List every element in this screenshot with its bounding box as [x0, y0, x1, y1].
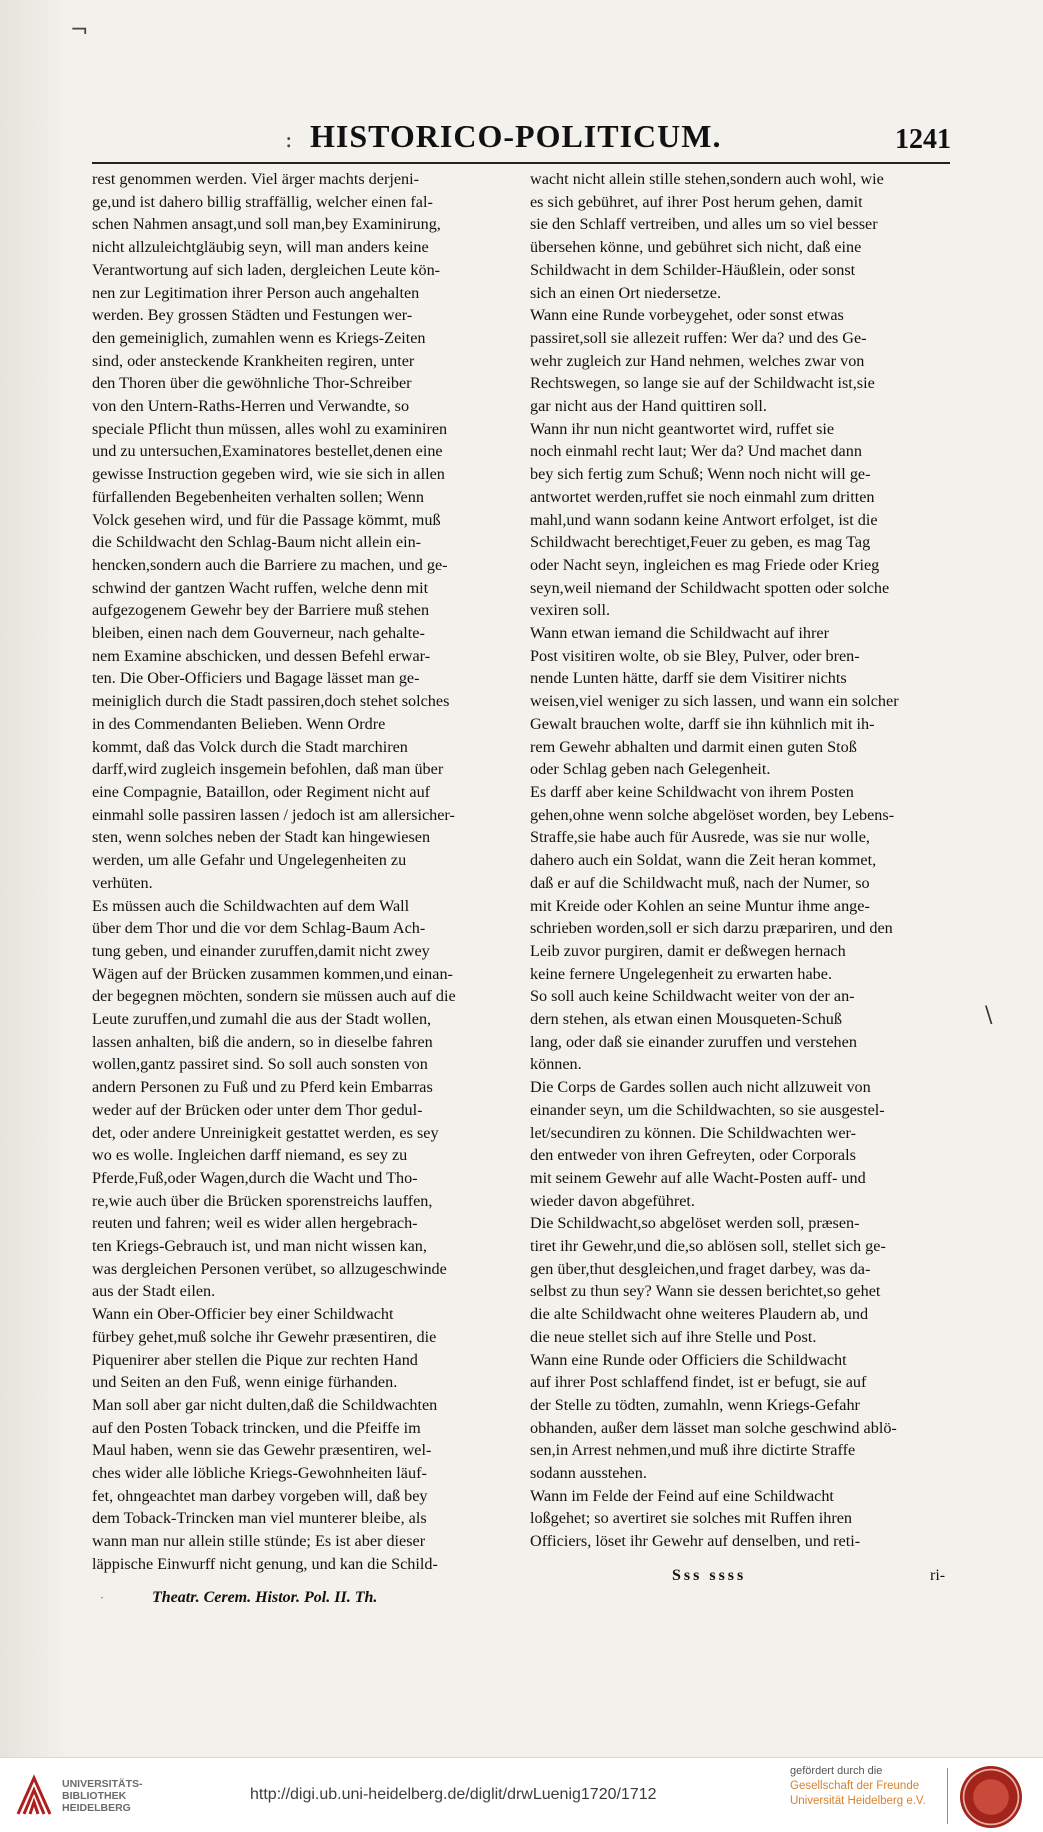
- text-line: einmahl solle passiren lassen / jedoch ist am allersicher-: [92, 805, 455, 824]
- text-line: rem Gewehr abhalten und darmit einen guten Stoß: [530, 737, 857, 756]
- text-line: weder auf der Brücken oder unter dem Thor gedul-: [92, 1100, 423, 1119]
- text-line: sind, oder ansteckende Krankheiten regiren, unter: [92, 351, 415, 370]
- text-line: Straffe,sie habe auch für Ausrede, was sie nur wolle,: [530, 828, 870, 847]
- text-line: Maul haben, wenn sie das Gewehr præsentiren, wel-: [92, 1441, 432, 1460]
- text-line: ge,und ist dahero billig straffällig, welcher einen fal-: [92, 192, 433, 211]
- text-line: lassen anhalten, biß die andern, so in dieselbe fahren: [92, 1032, 433, 1051]
- footer-left-mark: ·: [100, 1591, 104, 1605]
- text-line: sodann ausstehen.: [530, 1464, 647, 1483]
- text-line: nicht allzuleichtgläubig seyn, will man anders keine: [92, 238, 429, 257]
- text-line: wollen,gantz passiret sind. So soll auch sonsten von: [92, 1055, 428, 1074]
- text-line: dern stehen, als etwan einen Mousqueten-Schuß: [530, 1010, 842, 1029]
- sponsor-caption: gefördert durch die: [790, 1765, 883, 1777]
- library-name: [62, 1778, 143, 1814]
- text-line: schwind der gantzen Wacht ruffen, welche denn mit: [92, 578, 429, 597]
- text-line: Man soll aber gar nicht dulten,daß die Schildwachten: [92, 1395, 438, 1414]
- text-line: der Stelle zu tödten, zumahln, wenn Kriegs-Gefahr: [530, 1395, 860, 1414]
- text-line: sen,in Arrest nehmen,und muß ihre dictirte Straffe: [530, 1441, 856, 1460]
- text-line: hencken,sondern auch die Barriere zu machen, und ge-: [92, 555, 448, 574]
- text-line: selbst zu thun sey? Wann sie dessen berichtet,so gehet: [530, 1282, 881, 1301]
- text-line: sten, wenn solches neben der Stadt kan hingewiesen: [92, 828, 431, 847]
- text-line: aufgezogenem Gewehr bey der Barriere muß stehen: [92, 601, 430, 620]
- text-line: noch einmahl recht laut; Wer da? Und machet dann: [530, 442, 862, 461]
- text-line: Schildwacht in dem Schilder-Häußlein, oder sonst: [530, 260, 856, 279]
- text-line: tung geben, und einander zuruffen,damit nicht zwey: [92, 941, 430, 960]
- text-line: darff,wird zugleich insgemein befohlen, daß man über: [92, 760, 444, 779]
- text-line: dem Toback-Trincken man viel munterer bleibe, als: [92, 1509, 427, 1528]
- text-line: weisen,viel weniger zu sich lassen, und wann ein solcher: [530, 692, 899, 711]
- text-line: Gewalt brauchen wolte, darff sie ihn kühnlich mit ih-: [530, 714, 875, 733]
- text-line: passiret,soll sie allezeit ruffen: Wer da? und des Ge-: [530, 328, 867, 347]
- text-line: auf den Posten Toback trincken, und die Pfeiffe im: [92, 1418, 421, 1437]
- text-line: fet, ohngeachtet man darbey vorgeben will, daß bey: [92, 1486, 428, 1505]
- library-name-line: HEIDELBERG: [62, 1802, 131, 1814]
- library-name-line: BIBLIOTHEK: [62, 1790, 127, 1802]
- text-line: Die Schildwacht,so abgelöset werden soll, præsen-: [530, 1214, 860, 1233]
- text-line: rest genommen werden. Viel ärger machts derjeni-: [92, 170, 420, 188]
- text-line: kommt, daß das Volck durch die Stadt marchiren: [92, 737, 408, 756]
- text-line: gehen,ohne wenn solche abgelöset worden, bey Lebens-: [530, 805, 895, 824]
- text-line: die alte Schildwacht ohne weiteres Plaudern ab, und: [530, 1305, 869, 1324]
- text-line: auf ihrer Post schlaffend findet, ist er befugt, sie auf: [530, 1373, 867, 1392]
- text-line: mit seinem Gewehr auf alle Wacht-Posten auff- und: [530, 1168, 866, 1187]
- page-header: [0, 118, 1043, 160]
- text-line: lang, oder daß sie einander zuruffen und verstehen: [530, 1032, 857, 1051]
- signature-mark: Sss ssss: [672, 1567, 747, 1584]
- text-line: bleiben, einen nach dem Gouverneur, nach gehalte-: [92, 624, 425, 643]
- text-line: oder Nacht seyn, ingleichen es mag Friede oder Krieg: [530, 555, 880, 574]
- text-line: der begegnen möchten, sondern sie müssen auch auf die: [92, 987, 456, 1006]
- text-line: let/secundiren zu können. Die Schildwachten wer-: [530, 1123, 857, 1142]
- text-line: det, oder andere Unreinigkeit gestattet werden, es sey: [92, 1123, 439, 1142]
- text-line: werden, um alle Gefahr und Ungelegenheiten zu: [92, 851, 407, 870]
- sponsor-org-line[interactable]: Gesellschaft der Freunde: [790, 1780, 920, 1792]
- text-line: Rechtswegen, so lange sie auf der Schildwacht ist,sie: [530, 374, 875, 393]
- text-line: fürfallenden Begebenheiten verhalten sollen; Wenn: [92, 487, 424, 506]
- sponsor-block: [790, 1764, 926, 1809]
- text-line: dahero auch ein Soldat, wann die Zeit heran kommet,: [530, 851, 877, 870]
- library-name-line: UNIVERSITÄTS-: [62, 1778, 143, 1790]
- text-line: ten. Die Ober-Officiers und Bagage lässet man ge-: [92, 669, 420, 688]
- text-line: bey sich fertig zum Schuß; Wenn noch nicht will ge-: [530, 465, 871, 484]
- sponsor-org-line[interactable]: Universität Heidelberg e.V.: [790, 1795, 926, 1807]
- page-number: 1241: [895, 124, 951, 155]
- text-line: Verantwortung auf sich laden, dergleichen Leute kön-: [92, 260, 441, 279]
- signature-line: Theatr. Cerem. Histor. Pol. II. Th.: [152, 1589, 378, 1606]
- text-line: Piquenirer aber stellen die Pique zur rechten Hand: [92, 1350, 418, 1369]
- text-line: tiret ihr Gewehr,und die,so ablösen soll, stellet sich ge-: [530, 1237, 886, 1256]
- text-line: vexiren soll.: [530, 601, 611, 620]
- text-line: Wann ein Ober-Officier bey einer Schildwacht: [92, 1305, 394, 1324]
- text-line: Die Corps de Gardes sollen auch nicht allzuweit von: [530, 1078, 871, 1097]
- text-line: Leute zuruffen,und zumahl die aus der Stadt wollen,: [92, 1010, 432, 1029]
- text-line: gar nicht aus der Hand quittiren soll.: [530, 397, 767, 416]
- text-line: Volck gesehen wird, und für die Passage kömmt, muß: [92, 510, 441, 529]
- text-line: ten Kriegs-Gebrauch ist, und man nicht wissen kan,: [92, 1237, 427, 1256]
- text-line: mahl,und wann sodann keine Antwort erfolget, ist die: [530, 510, 878, 529]
- text-line: Es müssen auch die Schildwachten auf dem Wall: [92, 896, 410, 915]
- running-title: HISTORICO-POLITICUM.: [310, 118, 722, 154]
- text-line: andern Personen zu Fuß und zu Pferd kein Embarras: [92, 1078, 433, 1097]
- text-line: Schildwacht berechtiget,Feuer zu geben, es mag Tag: [530, 533, 871, 552]
- text-line: Wann im Felde der Feind auf eine Schildwacht: [530, 1486, 834, 1505]
- text-line: über dem Thor und die vor dem Schlag-Baum Ach-: [92, 919, 426, 938]
- text-line: gewisse Instruction gegeben wird, wie sie sich in allen: [92, 465, 445, 484]
- text-line: nen zur Legitimation ihrer Person auch angehalten: [92, 283, 420, 302]
- text-line: meiniglich durch die Stadt passiren,doch stehet solches: [92, 692, 450, 711]
- text-line: werden. Bey grossen Städten und Festungen wer-: [92, 306, 413, 325]
- university-library-logo-icon: [14, 1774, 54, 1818]
- text-line: Leib zuvor purgiren, damit er deßwegen hernach: [530, 941, 846, 960]
- text-line: wann man nur allein stille stünde; Es ist aber dieser: [92, 1532, 426, 1551]
- text-line: obhanden, außer dem lässet man solche geschwind ablö-: [530, 1418, 897, 1437]
- left-column: [92, 168, 514, 1576]
- text-line: nende Lunten hätte, darff sie dem Visitirer nichts: [530, 669, 847, 688]
- text-line: läppische Einwurff nicht genung, und kan die Schild-: [92, 1554, 438, 1573]
- text-line: die Schildwacht den Schlag-Baum nicht allein ein-: [92, 533, 422, 552]
- university-seal-icon: [960, 1766, 1022, 1828]
- text-line: übersehen könne, und gebühret sich nicht, daß eine: [530, 238, 862, 257]
- banner-divider: [947, 1768, 948, 1824]
- right-column: [530, 168, 952, 1553]
- text-line: gen über,thut desgleichen,und fraget darbey, was da-: [530, 1259, 871, 1278]
- margin-mark: \: [985, 1003, 993, 1028]
- text-line: wehr zugleich zur Hand nehmen, welches zwar von: [530, 351, 865, 370]
- text-line: eine Compagnie, Bataillon, oder Regiment nicht auf: [92, 782, 431, 801]
- text-line: von den Untern-Raths-Herren und Verwandte, so: [92, 397, 410, 416]
- text-line: Es darff aber keine Schildwacht von ihrem Posten: [530, 782, 854, 801]
- text-line: Officiers, löset ihr Gewehr auf denselben, und reti-: [530, 1532, 861, 1551]
- text-line: reuten und fahren; weil es wider allen hergebrach-: [92, 1214, 418, 1233]
- text-line: Wann eine Runde vorbeygehet, oder sonst etwas: [530, 306, 844, 325]
- text-line: ches wider alle löbliche Kriegs-Gewohnheiten läuf-: [92, 1464, 427, 1483]
- text-line: und Seiten an den Fuß, wenn einige fürhanden.: [92, 1373, 398, 1392]
- text-line: nem Examine abschicken, und dessen Befehl erwar-: [92, 646, 431, 665]
- text-line: antwortet werden,ruffet sie noch einmahl zum dritten: [530, 487, 875, 506]
- text-line: den gemeiniglich, zumahlen wenn es Kriegs-Zeiten: [92, 328, 426, 347]
- text-line: schrieben worden,soll er sich darzu præpariren, und den: [530, 919, 893, 938]
- text-line: wieder davon abgeführet.: [530, 1191, 695, 1210]
- text-line: loßgehet; so avertiret sie solches mit Ruffen ihren: [530, 1509, 853, 1528]
- text-line: keine fernere Ungelegenheit zu erwarten habe.: [530, 964, 832, 983]
- text-line: Wägen auf der Brücken zusammen kommen,und einan-: [92, 964, 453, 983]
- text-line: sich an einen Ort niedersetze.: [530, 283, 722, 302]
- text-line: Pferde,Fuß,oder Wagen,durch die Wacht und Tho-: [92, 1168, 418, 1187]
- text-line: was dergleichen Personen verübet, so allzugeschwinde: [92, 1259, 447, 1278]
- text-line: Wann ihr nun nicht geantwortet wird, ruffet sie: [530, 419, 835, 438]
- text-line: Post visitiren wolte, ob sie Bley, Pulver, oder bren-: [530, 646, 860, 665]
- text-line: daß er auf die Schildwacht muß, nach der Numer, so: [530, 873, 870, 892]
- text-line: schen Nahmen ansagt,und soll man,bey Examinirung,: [92, 215, 441, 234]
- text-line: wacht nicht allein stille stehen,sondern auch wohl, wie: [530, 170, 884, 188]
- text-line: Wann etwan iemand die Schildwacht auf ihrer: [530, 624, 829, 643]
- permalink-url[interactable]: http://digi.ub.uni-heidelberg.de/diglit/drwLuenig1720/1712: [250, 1786, 657, 1803]
- text-line: fürbey gehet,muß solche ihr Gewehr præsentiren, die: [92, 1327, 437, 1346]
- text-line: speciale Pflicht thun müssen, alles wohl zu examiniren: [92, 419, 448, 438]
- text-line: sie den Schlaff vertreiben, und alles um so viel besser: [530, 215, 878, 234]
- text-line: einander seyn, um die Schildwachten, so sie ausgestel-: [530, 1100, 885, 1119]
- header-rule: [92, 162, 950, 164]
- text-line: seyn,weil niemand der Schildwacht spotten oder solche: [530, 578, 890, 597]
- text-line: den Thoren über die gewöhnliche Thor-Schreiber: [92, 374, 412, 393]
- text-line: oder Schlag geben nach Gelegenheit.: [530, 760, 771, 779]
- text-line: verhüten.: [92, 873, 153, 892]
- text-line: die neue stellet sich auf ihre Stelle und Post.: [530, 1327, 817, 1346]
- catchword: ri-: [930, 1567, 946, 1584]
- header-mark: :: [285, 128, 293, 153]
- library-banner: [0, 1757, 1043, 1832]
- corner-mark: ¬: [70, 18, 89, 43]
- text-line: in des Commendanten Belieben. Wenn Ordre: [92, 714, 386, 733]
- text-line: es sich gebühret, auf ihrer Post herum gehen, damit: [530, 192, 863, 211]
- text-line: und zu untersuchen,Examinatores bestellet,denen eine: [92, 442, 443, 461]
- text-line: So soll auch keine Schildwacht weiter von der an-: [530, 987, 855, 1006]
- text-line: aus der Stadt eilen.: [92, 1282, 216, 1301]
- text-line: können.: [530, 1055, 582, 1074]
- text-line: den entweder von ihren Gefreyten, oder Corporals: [530, 1146, 856, 1165]
- text-line: wo es wolle. Ingleichen darff niemand, es sey zu: [92, 1146, 408, 1165]
- text-line: mit Kreide oder Kohlen an seine Muntur ihme ange-: [530, 896, 870, 915]
- text-line: Wann eine Runde oder Officiers die Schildwacht: [530, 1350, 847, 1369]
- text-line: re,wie auch über die Brücken sporenstreichs lauffen,: [92, 1191, 433, 1210]
